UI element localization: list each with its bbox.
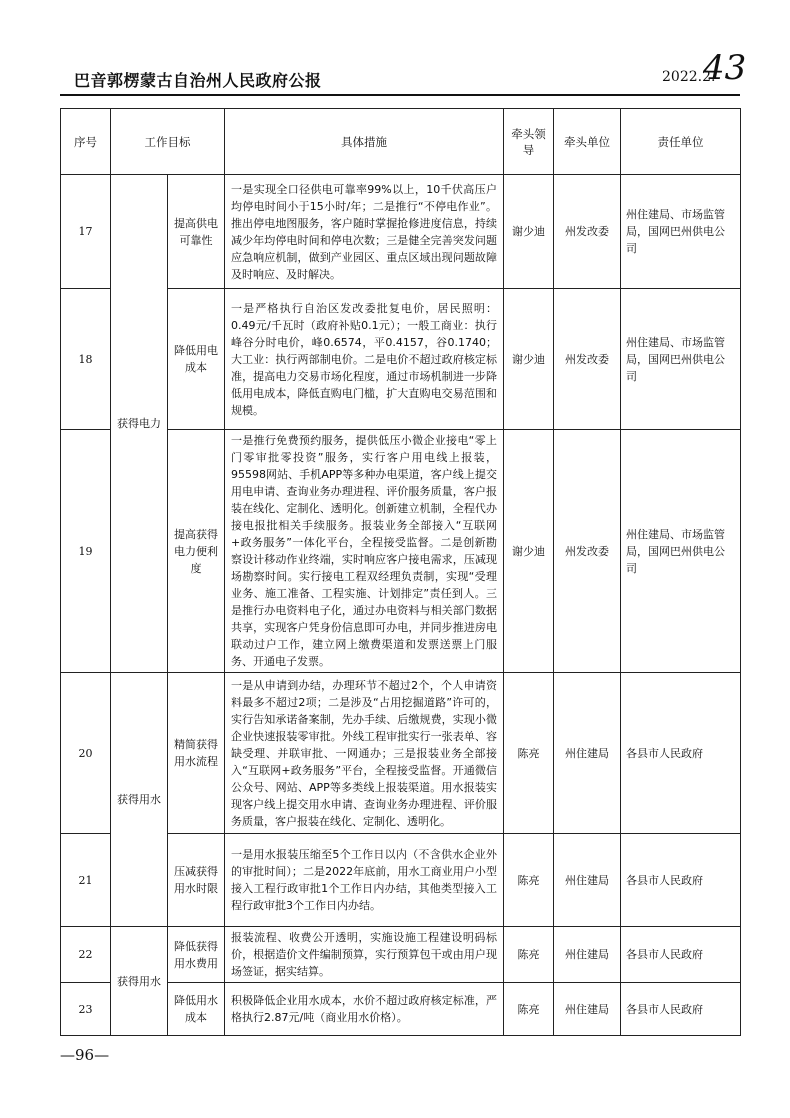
row-lead-unit: 州住建局 [554, 927, 621, 983]
page-footer-number: —96— [60, 1046, 110, 1064]
row-leader: 陈亮 [504, 834, 554, 927]
row-sub-goal: 提高供电可靠性 [168, 175, 225, 289]
row-measure: 一是严格执行自治区发改委批复电价，居民照明：0.49元/千瓦时（政府补贴0.1元）；一般工商业：执行峰谷分时电价，峰0.6574，平0.4157，谷0.1740；大工业：执行两部制电价。二是电价不超过政府核定标准，提高电力交易市场化程度，通过市场机制进一步降低用电成本，降低直购电门槛，扩大直购电交易范围和规模。 [225, 289, 504, 430]
row-seq: 21 [61, 834, 111, 927]
row-seq: 19 [61, 430, 111, 673]
row-resp-unit: 州住建局、市场监管局，国网巴州供电公司 [621, 289, 741, 430]
row-leader: 谢少迪 [504, 175, 554, 289]
page-header [60, 48, 747, 94]
row-measure: 一是用水报装压缩至5个工作日以内（不含供水企业外的审批时间）；二是2022年底前，用水工商业用户小型接入工程行政审批1个工作日内办结，其他类型接入工程行政审批3个工作日内办结。 [225, 834, 504, 927]
row-measure: 积极降低企业用水成本，水价不超过政府核定标准，严格执行2.87元/吨（商业用水价格）。 [225, 983, 504, 1036]
row-leader: 陈亮 [504, 673, 554, 834]
row-lead-unit: 州发改委 [554, 430, 621, 673]
row-resp-unit: 州住建局、市场监管局，国网巴州供电公司 [621, 430, 741, 673]
row-seq: 22 [61, 927, 111, 983]
work-plan-table [60, 108, 741, 1036]
col-header-lead-unit: 牵头单位 [554, 109, 621, 175]
row-sub-goal: 提高获得电力便利度 [168, 430, 225, 673]
row-leader: 陈亮 [504, 927, 554, 983]
row-resp-unit: 州住建局、市场监管局，国网巴州供电公司 [621, 175, 741, 289]
header-divider [60, 94, 740, 96]
row-resp-unit: 各县市人民政府 [621, 673, 741, 834]
row-lead-unit: 州住建局 [554, 673, 621, 834]
row-seq: 20 [61, 673, 111, 834]
row-sub-goal: 精简获得用水流程 [168, 673, 225, 834]
row-resp-unit: 各县市人民政府 [621, 834, 741, 927]
row-resp-unit: 各县市人民政府 [621, 983, 741, 1036]
row-lead-unit: 州住建局 [554, 834, 621, 927]
col-header-goal: 工作目标 [111, 109, 225, 175]
row-leader: 陈亮 [504, 983, 554, 1036]
row-leader: 谢少迪 [504, 430, 554, 673]
row-lead-unit: 州住建局 [554, 983, 621, 1036]
work-plan-table-container [60, 108, 740, 1032]
row-sub-goal: 降低用水成本 [168, 983, 225, 1036]
col-header-seq: 序号 [61, 109, 111, 175]
col-header-resp-unit: 责任单位 [621, 109, 741, 175]
table-row [61, 175, 741, 289]
goal-group-electricity: 获得电力 [111, 175, 168, 673]
goal-group-water: 获得用水 [111, 673, 168, 927]
issue-date: 2022.2. [662, 69, 716, 85]
table-row [61, 673, 741, 834]
issue-page-number: 43 [703, 48, 747, 88]
col-header-measure: 具体措施 [225, 109, 504, 175]
row-leader: 谢少迪 [504, 289, 554, 430]
col-header-leader: 牵头领导 [504, 109, 554, 175]
row-seq: 23 [61, 983, 111, 1036]
table-header-row [61, 109, 741, 175]
gazette-title: 巴音郭楞蒙古自治州人民政府公报 [74, 71, 322, 90]
row-seq: 18 [61, 289, 111, 430]
row-measure: 一是从申请到办结，办理环节不超过2个，个人申请资料最多不超过2项；二是涉及“占用挖掘道路”许可的，实行告知承诺备案制，先办手续、后缴规费，实现小微企业快速报装零审批。外线工程审批实行一张表单、容缺受理、并联审批、一网通办；三是报装业务全部接入“互联网+政务服务”平台，全程接受监督。开通微信公众号、网站、APP等多类线上报装渠道。用水报装实现客户线上提交用水申请、查询业务办理进程、评价服务质量，客户报装在线化、定制化、透明化。 [225, 673, 504, 834]
row-lead-unit: 州发改委 [554, 175, 621, 289]
goal-group-water-cost: 获得用水 [111, 927, 168, 1036]
row-measure: 报装流程、收费公开透明，实施设施工程建设明码标价，根据造价文件编制预算，实行预算包干或由用户现场签证，据实结算。 [225, 927, 504, 983]
row-sub-goal: 降低获得用水费用 [168, 927, 225, 983]
row-measure: 一是推行免费预约服务，提供低压小微企业接电“零上门零审批零投资”服务，实行客户用电线上报装，95598网站、手机APP等多种办电渠道，客户线上提交用电申请、查询业务办理进程、评价服务质量，客户报装在线化、定制化、透明化。创新建立机制，全程代办接电报批相关手续服务。报装业务全部接入“互联网+政务服务”一体化平台，全程接受监督。二是创新勘察设计移动作业终端，实时响应客户接电需求，压减现场勘察时间。实行接电工程双经理负责制，实现“受理业务、施工准备、工程实施、计划排定”责任到人。三是推行办电资料电子化，通过办电资料与相关部门数据共享，实现客户凭身份信息即可办电，并同步推进房电联动过户工作，建立网上缴费渠道和发票送票上门服务、开通电子发票。 [225, 430, 504, 673]
table-row [61, 927, 741, 983]
row-sub-goal: 压减获得用水时限 [168, 834, 225, 927]
row-sub-goal: 降低用电成本 [168, 289, 225, 430]
row-resp-unit: 各县市人民政府 [621, 927, 741, 983]
row-seq: 17 [61, 175, 111, 289]
row-measure: 一是实现全口径供电可靠率99%以上，10千伏高压户均停电时间小于15小时/年；二是推行“不停电作业”。推出停电地图服务，客户随时掌握抢修进度信息，持续减少年均停电时间和停电次数；三是健全完善突发问题应急响应机制，做到产业园区、重点区域出现问题故障及时响应、及时解决。 [225, 175, 504, 289]
row-lead-unit: 州发改委 [554, 289, 621, 430]
